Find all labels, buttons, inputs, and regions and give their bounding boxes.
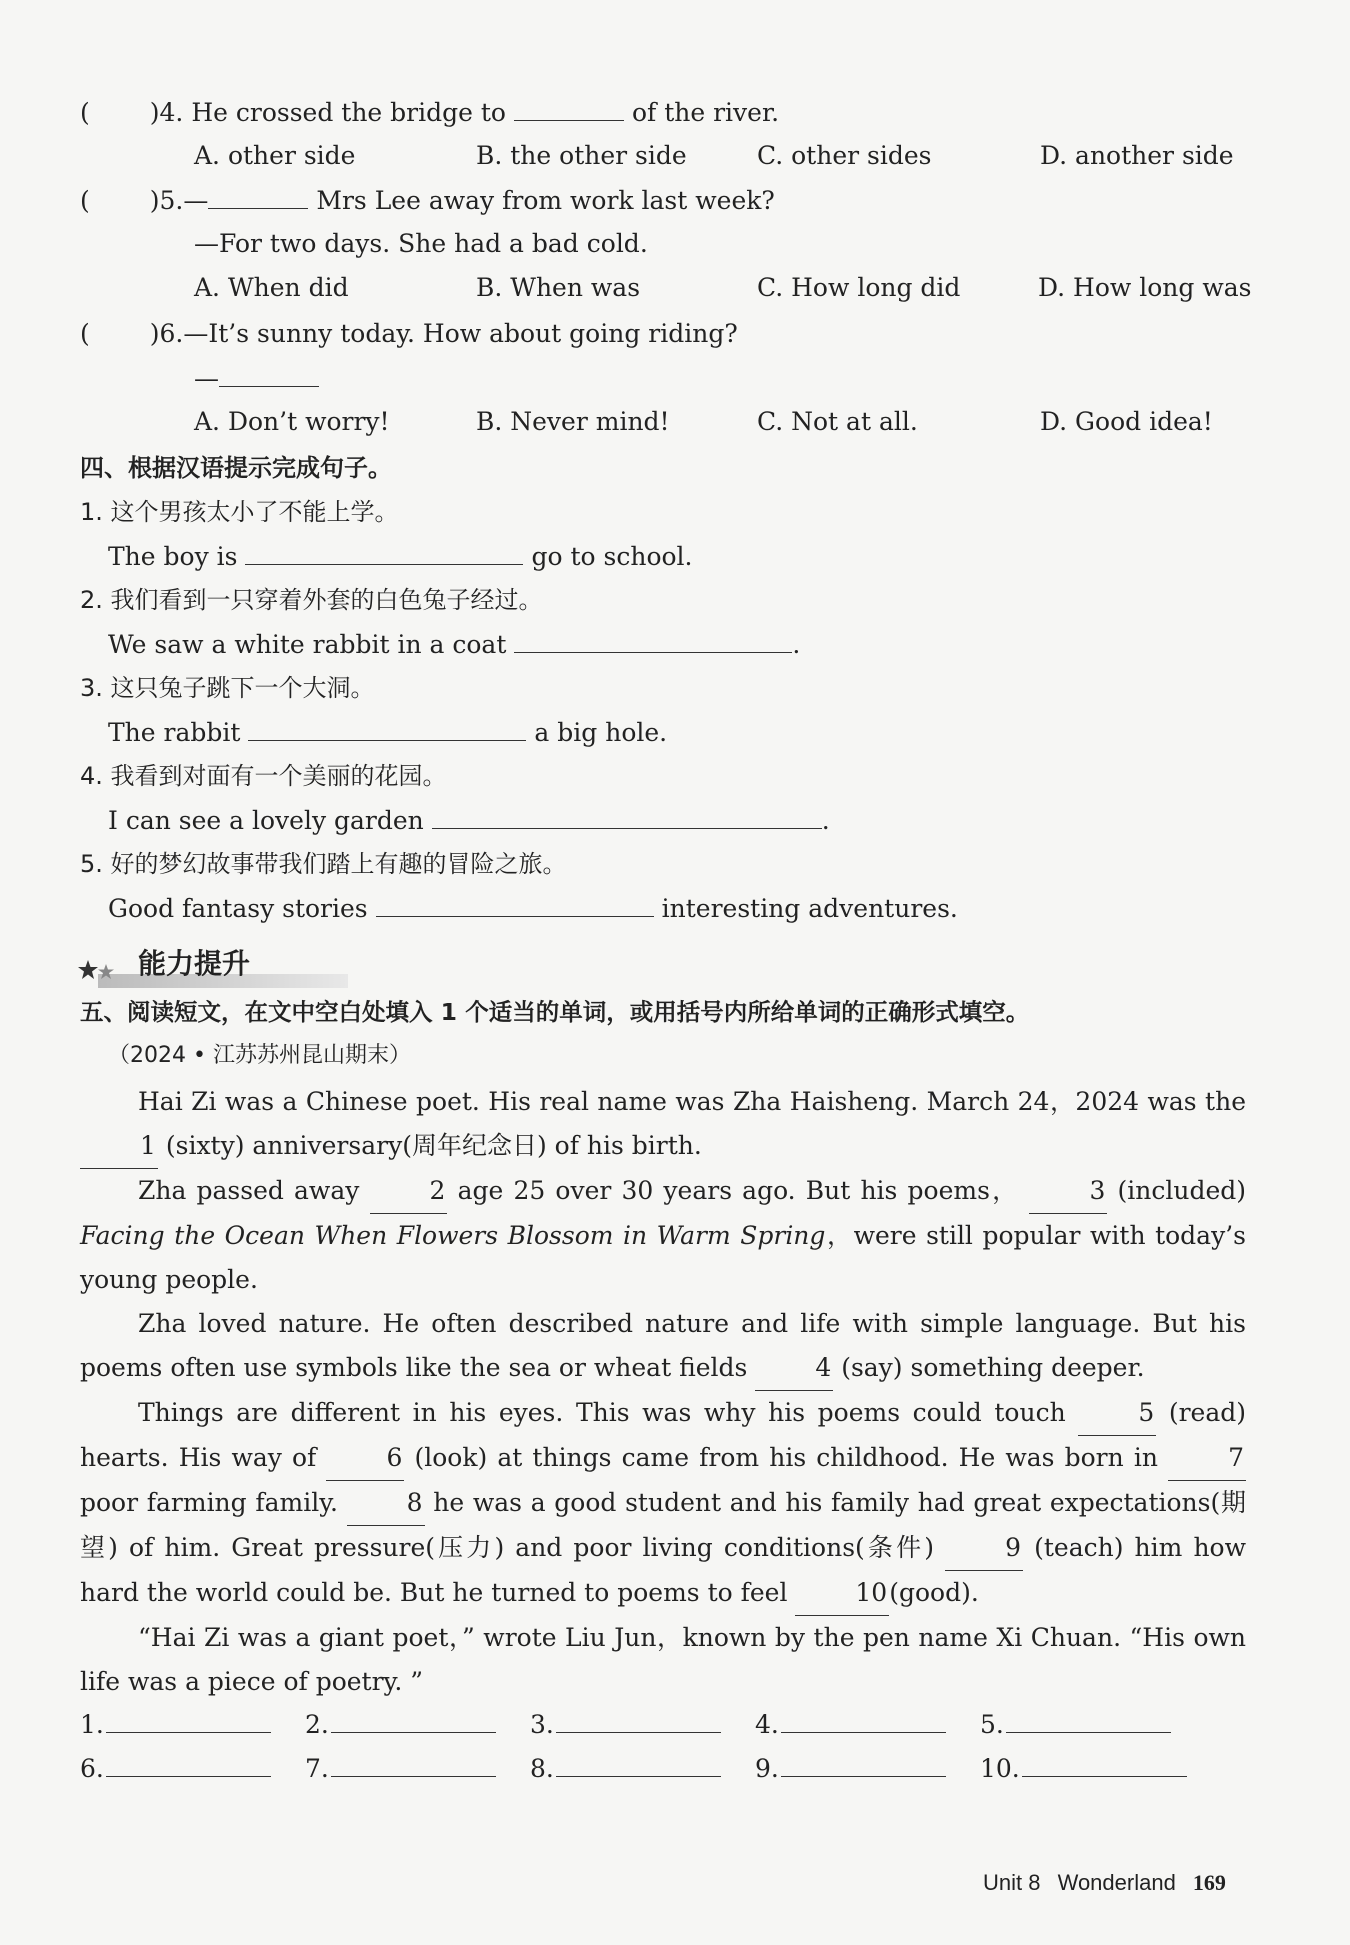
dash: — <box>183 186 209 215</box>
cn-prompt-3: 3. 这只兔子跳下一个大洞。 <box>80 674 375 702</box>
footer-unit: Unit 8 <box>983 1870 1041 1895</box>
answer-slot-8 <box>530 1752 755 1785</box>
gap-2[interactable]: 2 <box>370 1169 448 1214</box>
gap-9[interactable]: 9 <box>945 1526 1023 1571</box>
answer-blank[interactable] <box>432 804 822 829</box>
answer-number: 4. <box>755 1710 779 1739</box>
en-sentence-3 <box>108 716 667 749</box>
answer-blank[interactable] <box>106 1752 271 1777</box>
gap-1[interactable]: 1 <box>80 1124 158 1169</box>
passage-paragraph-2 <box>80 1169 1246 1302</box>
answer-row-2 <box>80 1752 1205 1785</box>
sentence-start: The boy is <box>108 542 238 571</box>
answer-paren: ( <box>80 186 90 215</box>
text: Zha passed away <box>138 1176 360 1205</box>
option-a: A. Don’t worry! <box>194 407 390 436</box>
answer-slot-10 <box>980 1752 1205 1785</box>
answer-blank[interactable] <box>1006 1708 1171 1733</box>
text: ，were still popular with today’s young people. <box>80 1221 1246 1294</box>
option-b: B. the other side <box>476 141 687 170</box>
page-number: 169 <box>1192 1870 1226 1895</box>
en-sentence-2 <box>108 628 800 661</box>
question-stem: —It’s sunny today. How about going riding? <box>183 319 738 348</box>
gap-5[interactable]: 5 <box>1078 1391 1156 1436</box>
gap-6[interactable]: 6 <box>326 1436 404 1481</box>
sentence-end: . <box>792 630 801 659</box>
option-d: D. another side <box>1040 141 1234 170</box>
stars-icon <box>78 956 124 988</box>
text: (look) at things came from his childhood. He was born in <box>414 1443 1158 1472</box>
question-tail: of the river. <box>631 98 780 127</box>
mc-question-5 <box>80 184 775 217</box>
answer-slot-2 <box>305 1708 530 1741</box>
answer-slot-7 <box>305 1752 530 1785</box>
en-sentence-4 <box>108 804 830 837</box>
sentence-start: I can see a lovely garden <box>108 806 424 835</box>
text: Things are different in his eyes. This was why his poems could touch <box>138 1398 1066 1427</box>
answer-slot-1 <box>80 1708 305 1741</box>
sentence-start: The rabbit <box>108 718 241 747</box>
question-number: )5. <box>149 186 184 215</box>
answer-slot-9 <box>755 1752 980 1785</box>
option-d: D. Good idea! <box>1040 407 1213 436</box>
gap-10[interactable]: 10 <box>795 1571 889 1616</box>
answer-paren: ( <box>80 319 90 348</box>
sentence-start: Good fantasy stories <box>108 894 368 923</box>
answer-blank[interactable] <box>1022 1752 1187 1777</box>
answer-number: 5. <box>980 1710 1004 1739</box>
option-a: A. other side <box>194 141 356 170</box>
sentence-end: interesting adventures. <box>661 894 958 923</box>
option-d: D. How long was <box>1038 273 1252 302</box>
answer-blank[interactable] <box>106 1708 271 1733</box>
question-stem: Mrs Lee away from work last week? <box>316 186 775 215</box>
answer-blank[interactable] <box>376 892 654 917</box>
passage-paragraph-4 <box>80 1391 1246 1616</box>
answer-blank[interactable] <box>219 362 319 387</box>
text: Zha loved nature. He often described nature and life with simple language. But his poems often use symbols like the sea or wheat fields <box>80 1309 1246 1382</box>
answer-number: 9. <box>755 1754 779 1783</box>
text: (good). <box>889 1578 979 1607</box>
cn-prompt-2: 2. 我们看到一只穿着外套的白色兔子经过。 <box>80 586 543 614</box>
answer-number: 1. <box>80 1710 104 1739</box>
text: (say) something deeper. <box>841 1353 1145 1382</box>
ability-banner <box>78 944 288 988</box>
mc-question-6 <box>80 318 738 350</box>
mc-question-4 <box>80 96 779 129</box>
reading-passage <box>80 1080 1246 1704</box>
answer-number: 3. <box>530 1710 554 1739</box>
text: (read) hearts. His way of <box>80 1398 1246 1472</box>
answer-blank[interactable] <box>781 1752 946 1777</box>
passage-paragraph-1 <box>80 1080 1246 1169</box>
page-footer <box>983 1870 1226 1896</box>
answer-blank[interactable] <box>781 1708 946 1733</box>
banner-label: 能力提升 <box>138 947 251 980</box>
sentence-end: a big hole. <box>534 718 668 747</box>
text: he was a good student and his family had great expectations(期望) of him. Great pressure(压力) and poor living conditions(条件) <box>80 1488 1246 1562</box>
passage-paragraph-5 <box>80 1616 1246 1704</box>
source-note: （2024 • 江苏苏州昆山期末） <box>108 1043 411 1068</box>
cn-prompt-5: 5. 好的梦幻故事带我们踏上有趣的冒险之旅。 <box>80 850 567 878</box>
answer-row-1 <box>80 1708 1205 1741</box>
answer-blank[interactable] <box>208 184 308 209</box>
gap-7[interactable]: 7 <box>1168 1436 1246 1481</box>
answer-number: 2. <box>305 1710 329 1739</box>
option-c: C. Not at all. <box>757 407 918 436</box>
text: (sixty) anniversary(周年纪念日) of his birth. <box>165 1131 702 1160</box>
reply-line: —For two days. She had a bad cold. <box>194 229 648 258</box>
question-stem: He crossed the bridge to <box>191 98 506 127</box>
answer-blank[interactable] <box>514 96 624 121</box>
text: age 25 over 30 years ago. But his poems， <box>457 1176 1020 1205</box>
sentence-end: go to school. <box>531 542 693 571</box>
sentence-end: . <box>821 806 830 835</box>
en-sentence-5 <box>108 892 958 925</box>
answer-number: 7. <box>305 1754 329 1783</box>
poem-title: Facing the Ocean When Flowers Blossom in Warm Spring <box>80 1221 826 1250</box>
answer-slot-4 <box>755 1708 980 1741</box>
answer-blank[interactable] <box>248 716 526 741</box>
footer-title: Wonderland <box>1057 1870 1176 1895</box>
answer-blank[interactable] <box>331 1708 496 1733</box>
en-sentence-1 <box>108 540 693 573</box>
answer-blank[interactable] <box>514 628 792 653</box>
answer-blank[interactable] <box>556 1708 721 1733</box>
answer-slot-3 <box>530 1708 755 1741</box>
option-c: C. other sides <box>757 141 932 170</box>
answer-paren: ( <box>80 98 90 127</box>
section-4-title: 四、根据汉语提示完成句子。 <box>80 454 392 482</box>
section-5-title: 五、阅读短文，在文中空白处填入 1 个适当的单词，或用括号内所给单词的正确形式填空。 <box>80 998 1030 1026</box>
option-b: B. Never mind! <box>476 407 670 436</box>
text: Hai Zi was a Chinese poet. His real name was Zha Haisheng. March 24，2024 was the <box>138 1087 1246 1116</box>
answer-slot-6 <box>80 1752 305 1785</box>
cn-prompt-4: 4. 我看到对面有一个美丽的花园。 <box>80 762 447 790</box>
gap-4[interactable]: 4 <box>755 1346 833 1391</box>
answer-slot-5 <box>980 1708 1205 1741</box>
passage-paragraph-3 <box>80 1302 1246 1391</box>
answer-number: 8. <box>530 1754 554 1783</box>
reply-line <box>194 362 327 395</box>
answer-blank[interactable] <box>331 1752 496 1777</box>
gap-8[interactable]: 8 <box>347 1481 425 1526</box>
text: (teach) him how hard the world could be. But he turned to poems to feel <box>80 1533 1247 1607</box>
option-a: A. When did <box>194 273 349 302</box>
question-number: )4. <box>149 98 184 127</box>
text: poor farming family. <box>80 1488 338 1517</box>
option-c: C. How long did <box>757 273 961 302</box>
gap-3[interactable]: 3 <box>1029 1169 1107 1214</box>
answer-blank[interactable] <box>245 540 523 565</box>
question-number: )6. <box>149 319 184 348</box>
answer-number: 6. <box>80 1754 104 1783</box>
cn-prompt-1: 1. 这个男孩太小了不能上学。 <box>80 498 399 526</box>
answer-blank[interactable] <box>556 1752 721 1777</box>
text: “Hai Zi was a giant poet，” wrote Liu Jun，known by the pen name Xi Chuan. “His own life was a piece of poetry. ” <box>80 1623 1246 1696</box>
dash: — <box>194 364 219 393</box>
option-b: B. When was <box>476 273 641 302</box>
text: (included) <box>1117 1176 1247 1205</box>
answer-number: 10. <box>980 1754 1020 1783</box>
sentence-start: We saw a white rabbit in a coat <box>108 630 507 659</box>
